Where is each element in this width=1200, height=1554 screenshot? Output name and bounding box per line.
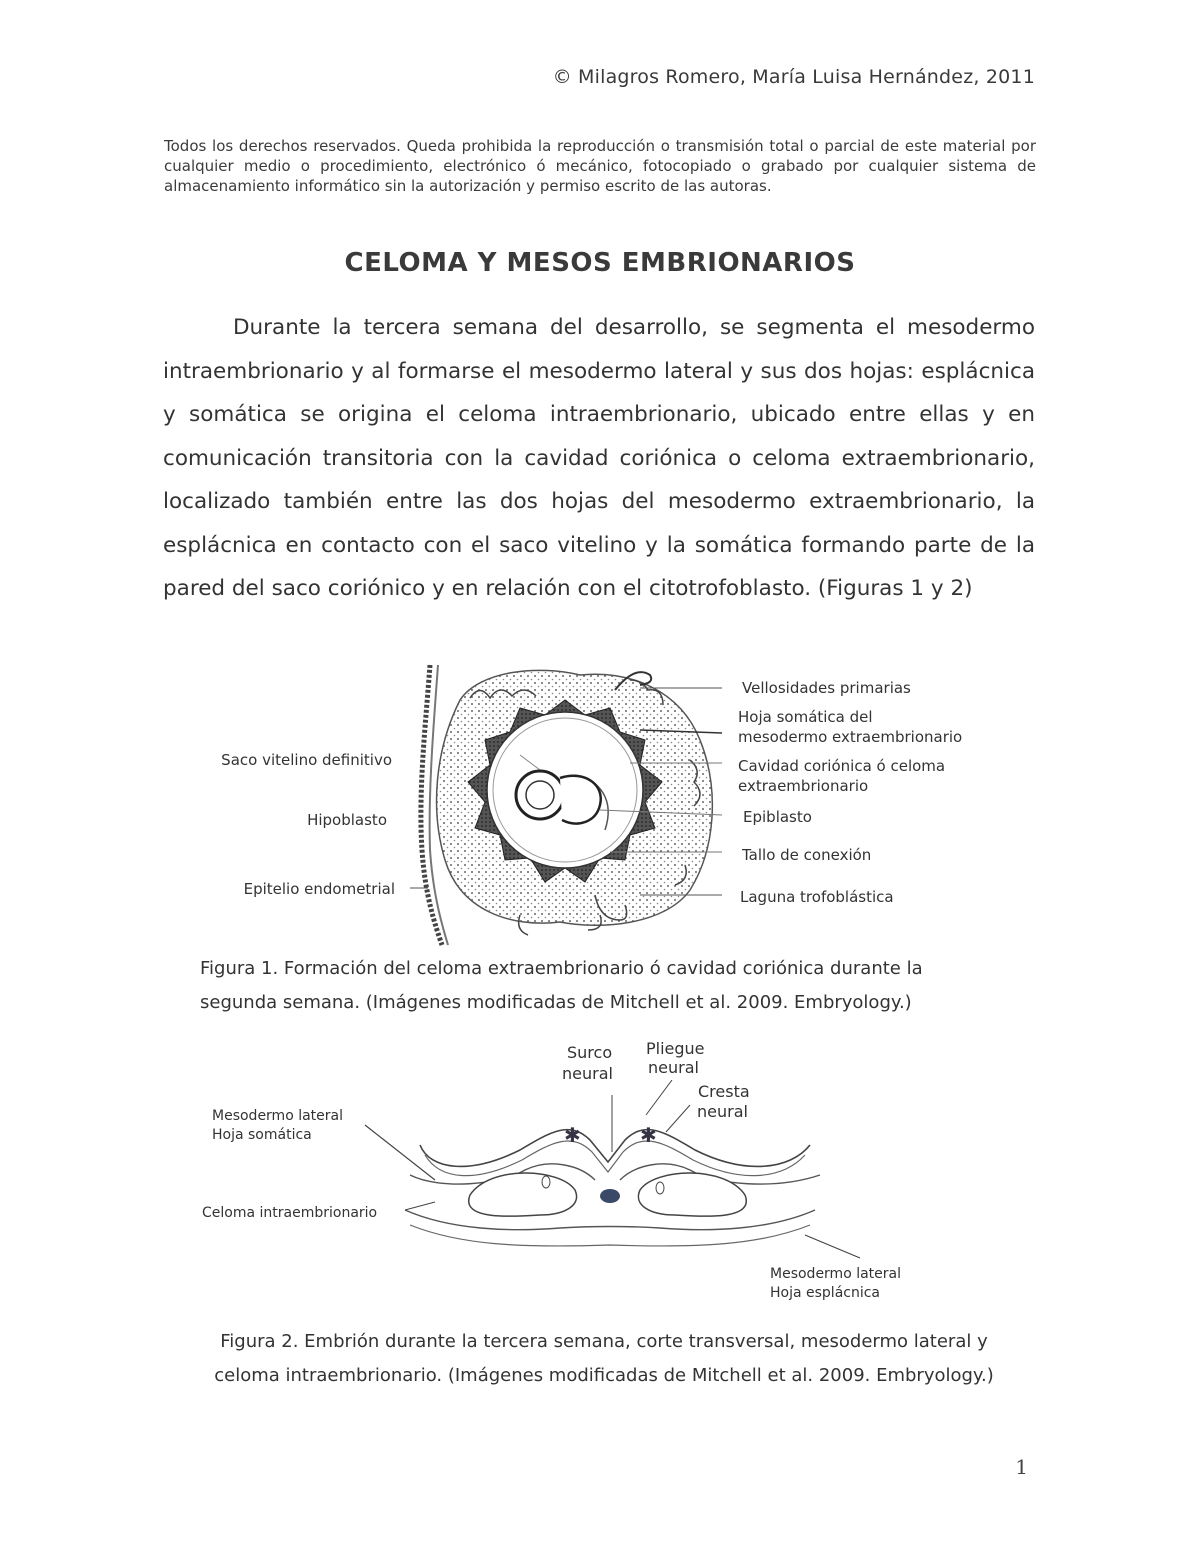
figure-1-caption-line-2: segunda semana. (Imágenes modificadas de Mitchell et al. 2009. Embryology.) xyxy=(200,992,912,1013)
label-mesodermo-esplacnico-2: Hoja esplácnica xyxy=(770,1285,881,1301)
body-paragraph: Durante la tercera semana del desarrollo, se segmenta el mesodermo intraembrionario y al formarse el mesodermo lateral y sus dos hojas: esplácnica y somática se origina el celoma intraembrionario, ubicado entre ellas y en comunicación transitoria con la cavidad coriónica o celoma extraembrionario, localizado también entre las dos hojas del mesodermo extraembrionario, la esplácnica en contacto con el saco vitelino y la somática formando parte de la pared del saco coriónico y en relación con el citotrofoblasto. (Figuras 1 y 2) xyxy=(163,315,1035,601)
transverse-section-illustration xyxy=(350,1080,870,1270)
label-tallo: Tallo de conexión xyxy=(742,846,872,864)
figure-2-diagram xyxy=(350,1080,870,1270)
label-epitelio: Epitelio endometrial xyxy=(243,880,395,898)
label-cavidad-2: extraembrionario xyxy=(738,777,869,795)
figure-1-caption-line-1: Figura 1. Formación del celoma extraembrionario ó cavidad coriónica durante la xyxy=(200,958,923,979)
copyright-line: © Milagros Romero, María Luisa Hernández, 2011 xyxy=(552,66,1035,88)
figure-1-caption xyxy=(200,952,1020,1020)
figure-2-caption-line-1: Figura 2. Embrión durante la tercera semana, corte transversal, mesodermo lateral y xyxy=(220,1331,988,1352)
label-cresta-1: Cresta xyxy=(698,1082,750,1101)
figure-2-caption-line-2: celoma intraembrionario. (Imágenes modificadas de Mitchell et al. 2009. Embryology.) xyxy=(214,1365,994,1386)
label-surco-2: neural xyxy=(562,1064,613,1083)
label-epiblasto: Epiblasto xyxy=(743,808,812,826)
label-cresta-2: neural xyxy=(697,1102,748,1121)
label-mesodermo-somatico-2: Hoja somática xyxy=(212,1127,312,1143)
label-vellosidades: Vellosidades primarias xyxy=(742,679,911,697)
label-laguna: Laguna trofoblástica xyxy=(740,888,894,906)
label-pliegue-2: neural xyxy=(648,1058,699,1077)
label-mesodermo-somatico-1: Mesodermo lateral xyxy=(212,1108,344,1124)
figure-2-caption xyxy=(164,1325,1044,1393)
label-celoma-intraembrionario: Celoma intraembrionario xyxy=(202,1205,378,1221)
page-number: 1 xyxy=(1015,1455,1028,1479)
label-pliegue-1: Pliegue xyxy=(646,1039,705,1058)
label-hoja-somatica-2: mesodermo extraembrionario xyxy=(738,728,963,746)
label-hipoblasto: Hipoblasto xyxy=(307,811,387,829)
label-surco-1: Surco xyxy=(567,1043,613,1062)
label-mesodermo-esplacnico-1: Mesodermo lateral xyxy=(770,1266,902,1282)
label-hoja-somatica-1: Hoja somática del xyxy=(738,708,873,726)
rights-notice: Todos los derechos reservados. Queda prohibida la reproducción o transmisión total o parcial de este material por cualquier medio o procedimiento, electrónico ó mecánico, fotocopiado o grabado por cualquier sistema de almacenamiento informático sin la autorización y permiso escrito de las autoras. xyxy=(164,137,1036,195)
svg-text:✱: ✱ xyxy=(640,1123,657,1147)
label-cavidad-1: Cavidad coriónica ó celoma xyxy=(738,757,946,775)
chorionic-sac-illustration xyxy=(400,660,730,950)
page-title: CELOMA Y MESOS EMBRIONARIOS xyxy=(344,248,856,278)
svg-text:✱: ✱ xyxy=(564,1123,581,1147)
label-saco-vitelino: Saco vitelino definitivo xyxy=(221,751,392,769)
figure-1-diagram xyxy=(400,660,730,950)
